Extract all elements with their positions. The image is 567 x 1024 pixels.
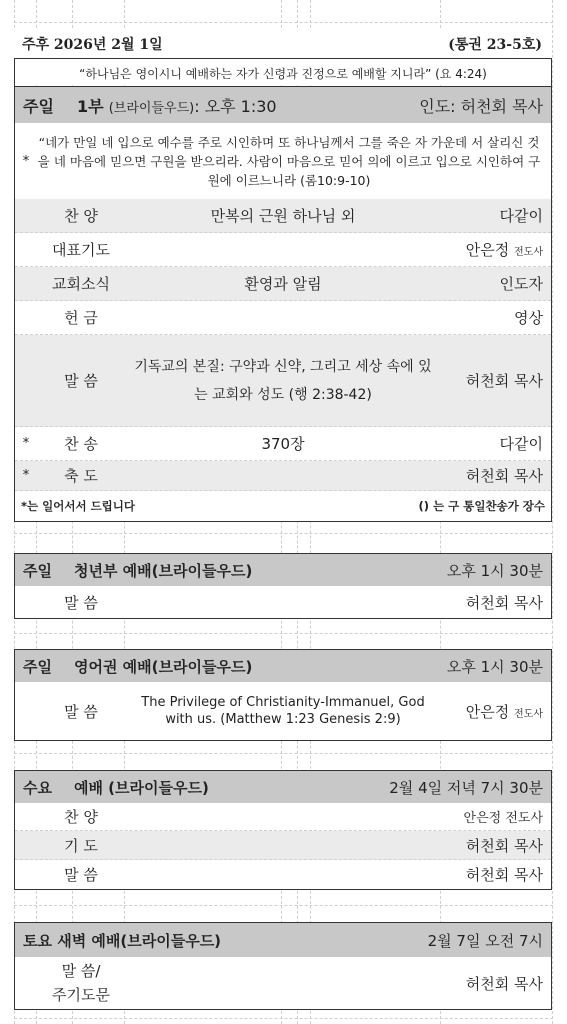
order-label: 교회소식 (52, 275, 110, 293)
wednesday-block (14, 770, 552, 890)
service1-header (15, 87, 551, 123)
order-person: 허천회 목사 (465, 974, 543, 993)
order-person: 영상 (514, 309, 543, 327)
order-label: 찬 송 (64, 435, 98, 453)
english-row-sermon (15, 682, 551, 740)
saturday-title: 토요 새벽 예배(브라이들우드) (23, 931, 222, 950)
youth-title: 청년부 예배(브라이들우드) (73, 561, 253, 580)
order-content: 환영과 알림 (244, 275, 322, 293)
wednesday-row (15, 860, 551, 889)
english-sermon-title: The Privilege of Christianity-Immanuel, God with us. (Matthew 1:23 Genesis 2:9) (141, 695, 425, 727)
bulletin-header (14, 30, 552, 84)
service1-part: 1부 (77, 96, 104, 116)
order-label: 찬 양 (64, 207, 98, 225)
order-person: 다같이 (499, 435, 543, 453)
wednesday-row (15, 831, 551, 860)
bulletin-volume: (통권 23-5호) (448, 37, 542, 53)
english-day: 주일 (23, 657, 52, 676)
saturday-row-sermon (15, 957, 551, 1009)
order-person: 허천회 목사 (465, 836, 543, 855)
saturday-header (15, 923, 551, 957)
saturday-block (14, 922, 552, 1010)
scripture-text: “네가 만일 네 입으로 예수를 주로 시인하며 또 하나님께서 그를 죽은 자 가운데 서 살리신 것을 네 마음에 믿으면 구원을 받으리라. 사람이 마음으로 믿어 의에 이르고 입으로 시인하여 구원에 이르느니라 (롬10:9-10) (37, 134, 541, 188)
order-row-hymn: * 찬 송 370장 다같이 (15, 427, 551, 461)
order-person: 안은정 전도사 (465, 241, 543, 259)
order-label: 기 도 (64, 836, 98, 855)
theme-verse: “하나님은 영이시니 예배하는 자가 신령과 진정으로 예배할 지니라” (요 4:24) (14, 58, 552, 87)
order-label: 말 씀 (64, 593, 98, 612)
service1-time: : 오후 1:30 (194, 96, 277, 116)
order-row-sermon (15, 335, 551, 427)
order-label: 말 씀 (64, 372, 98, 390)
order-row-prayer (15, 233, 551, 267)
order-person: 다같이 (499, 207, 543, 225)
sermon-title: 기독교의 본질: 구약과 신약, 그리고 세상 속에 있는 교회와 성도 (행 2:38-42) (134, 358, 432, 403)
order-row-offering (15, 301, 551, 335)
english-title: 영어권 예배(브라이들우드) (73, 657, 253, 676)
wednesday-title: 예배 (브라이들우드) (73, 778, 209, 797)
service1-notes (15, 491, 551, 521)
order-row-praise (15, 199, 551, 233)
order-person: 허천회 목사 (465, 467, 543, 485)
order-content: 370장 (261, 435, 305, 453)
service1-leader: 인도: 허천회 목사 (419, 96, 543, 116)
wednesday-header (15, 771, 551, 803)
order-label: 말 씀/ 주기도문 (52, 962, 110, 1004)
standing-note: *는 일어서서 드립니다 (21, 499, 136, 513)
youth-header (15, 554, 551, 586)
order-person: 허천회 목사 (465, 593, 543, 612)
order-label: 축 도 (64, 467, 98, 485)
english-header (15, 650, 551, 682)
order-person: 인도자 (499, 275, 543, 293)
service1-day: 주일 (23, 96, 54, 116)
english-time: 오후 1시 30분 (446, 657, 543, 676)
saturday-time: 2월 7일 오전 7시 (427, 931, 543, 950)
order-person: 허천회 목사 (465, 372, 543, 390)
english-block (14, 649, 552, 741)
order-row-news (15, 267, 551, 301)
order-label: 대표기도 (52, 241, 110, 259)
order-person: 안은정 전도사 (463, 811, 543, 826)
order-label: 헌 금 (64, 309, 98, 327)
order-label: 말 씀 (64, 866, 98, 884)
wednesday-row (15, 803, 551, 831)
youth-block (14, 553, 552, 619)
wednesday-day: 수요 (23, 778, 52, 797)
order-person: 안은정 전도사 (465, 702, 543, 721)
service1-block (14, 86, 552, 522)
youth-row-sermon (15, 586, 551, 618)
youth-day: 주일 (23, 561, 52, 580)
order-label: 말 씀 (64, 702, 98, 721)
standing-mark: * (22, 153, 30, 169)
order-row-benediction: * 축 도 허천회 목사 (15, 461, 551, 491)
scripture-box (15, 123, 551, 200)
order-content: 만복의 근원 하나님 외 (210, 207, 356, 225)
order-label: 찬 양 (64, 808, 98, 826)
bulletin-date: 주후 2026년 2월 1일 (22, 37, 163, 53)
service1-venue: (브라이들우드) (108, 100, 195, 116)
youth-time: 오후 1시 30분 (446, 561, 543, 580)
order-person: 허천회 목사 (465, 866, 543, 884)
wednesday-time: 2월 4일 저녁 7시 30분 (389, 778, 543, 797)
hymnal-note: () 는 구 통일찬송가 장수 (418, 499, 545, 513)
